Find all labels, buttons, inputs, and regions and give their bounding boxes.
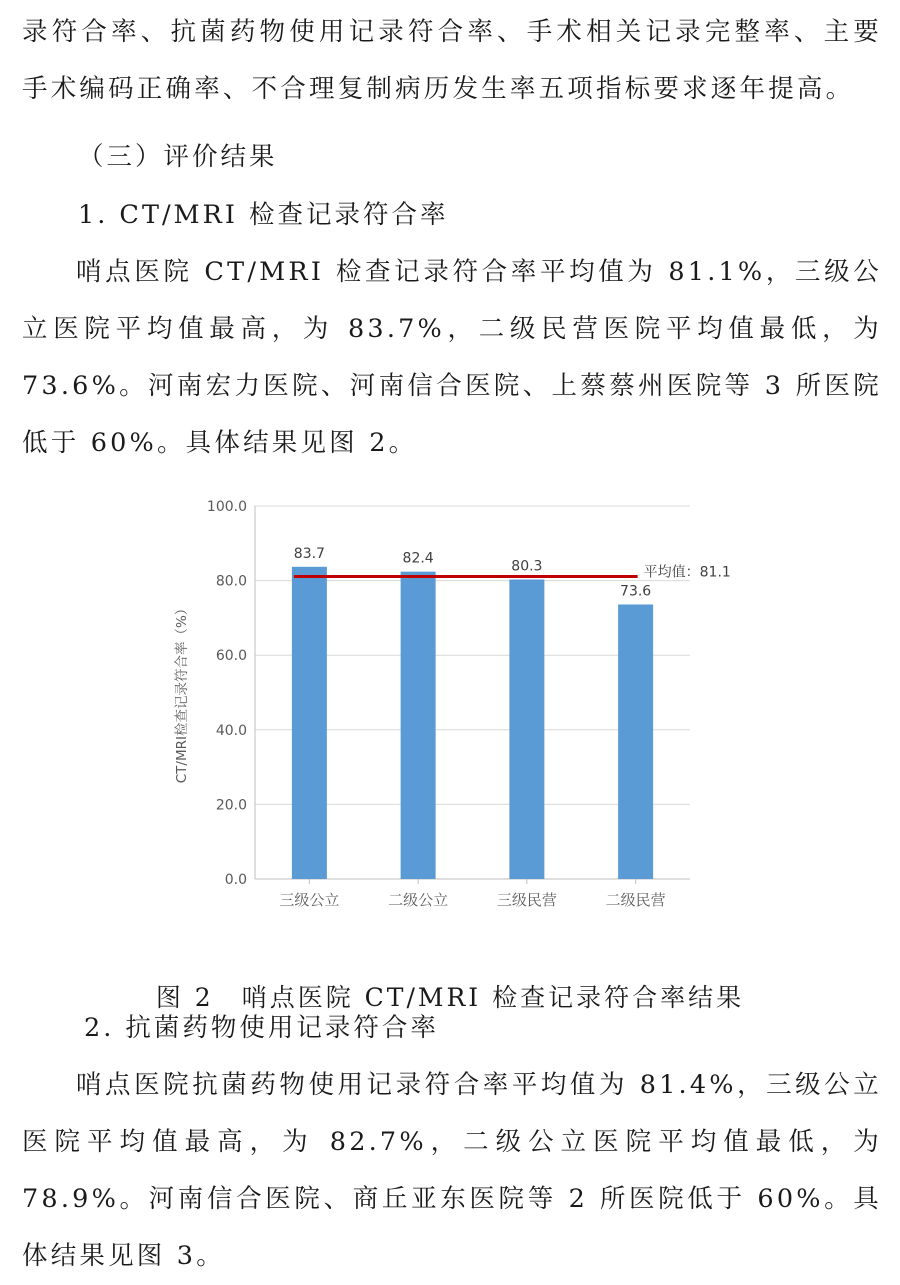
y-tick-label: 40.0 [215, 722, 247, 739]
x-tick-label: 三级公立 [279, 891, 340, 909]
data-label: 82.4 [402, 550, 434, 567]
ct-mri-paragraph: 哨点医院 CT/MRI 检查记录符合率平均值为 81.1%，三级公立医院平均值最高，为 83.7%，二级民营医院平均值最低，为 73.6%。河南宏力医院、河南信合医院、上蔡蔡州医院等 3 所医院低于 60%。具体结果见图 2。 [22, 257, 882, 458]
subsection-heading-antibiotics: 2. 抗菌药物使用记录符合率 [84, 1013, 439, 1043]
bar [618, 604, 653, 879]
x-tick-label: 二级公立 [388, 891, 449, 909]
bar [401, 572, 436, 879]
ct-mri-bar-chart [160, 490, 731, 920]
chart-svg [160, 490, 731, 920]
y-tick-label: 60.0 [215, 648, 247, 665]
y-tick-label: 20.0 [215, 797, 247, 814]
section-heading: （三）评价结果 [78, 142, 278, 172]
bar [509, 579, 544, 879]
y-tick-label: 80.0 [215, 573, 247, 590]
x-tick-label: 二级民营 [605, 891, 666, 909]
data-label: 80.3 [511, 558, 543, 575]
x-tick-label: 三级民营 [496, 891, 557, 909]
intro-paragraph: 录符合率、抗菌药物使用记录符合率、手术相关记录完整率、主要手术编码正确率、不合理复制病历发生率五项指标要求逐年提高。 [22, 17, 882, 104]
average-label: 平均值：81.1 [643, 564, 731, 581]
antibiotics-paragraph: 哨点医院抗菌药物使用记录符合率平均值为 81.4%，三级公立医院平均值最高，为 82.7%，二级公立医院平均值最低，为 78.9%。河南信合医院、商丘亚东医院等 2 所医院低于 60%。具体结果见图 3。 [22, 1070, 882, 1271]
data-label: 73.6 [620, 583, 652, 600]
y-tick-label: 100.0 [206, 499, 247, 515]
y-axis-title: CT/MRI检查记录符合率（%） [174, 601, 190, 784]
bar [292, 567, 327, 879]
figure-caption: 图 2 哨点医院 CT/MRI 检查记录符合率结果 [155, 983, 745, 1012]
subsection-heading-ct-mri: 1. CT/MRI 检查记录符合率 [78, 200, 449, 230]
data-label: 83.7 [293, 545, 325, 562]
y-tick-label: 0.0 [224, 872, 247, 888]
